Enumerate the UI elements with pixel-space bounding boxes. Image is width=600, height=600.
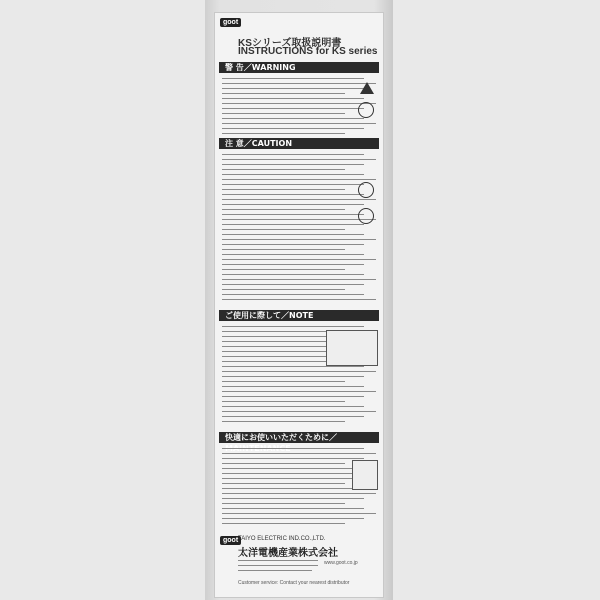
note-header: ご使用に際して／NOTE — [219, 310, 379, 321]
company-jp: 太洋電機産業株式会社 — [238, 548, 338, 559]
brand-logo-footer: goot — [220, 536, 241, 545]
caution-text — [222, 154, 376, 304]
instruction-sheet — [214, 12, 384, 598]
warning-header: 警 告／WARNING — [219, 62, 379, 73]
warning-triangle-icon — [360, 82, 374, 94]
brand-logo: goot — [220, 18, 241, 27]
website: www.goot.co.jp — [324, 560, 358, 566]
no-water-icon — [358, 208, 374, 224]
heart-mark-icon — [352, 460, 378, 490]
company-en: TAIYO ELECTRIC IND.CO.,LTD. — [238, 536, 326, 542]
no-fire-icon — [358, 182, 374, 198]
footer-address — [238, 560, 318, 575]
caution-header: 注 意／CAUTION — [219, 138, 379, 149]
title-en: INSTRUCTIONS for KS series — [238, 46, 378, 57]
maintenance-header: 快適にお使いいただくために／ — [219, 432, 379, 443]
tip-diagram — [326, 330, 378, 366]
title-jp: KSシリーズ取扱説明書 — [238, 38, 342, 49]
customer-service: Customer service: Contact your nearest distributor — [238, 580, 350, 586]
no-touch-icon — [358, 102, 374, 118]
